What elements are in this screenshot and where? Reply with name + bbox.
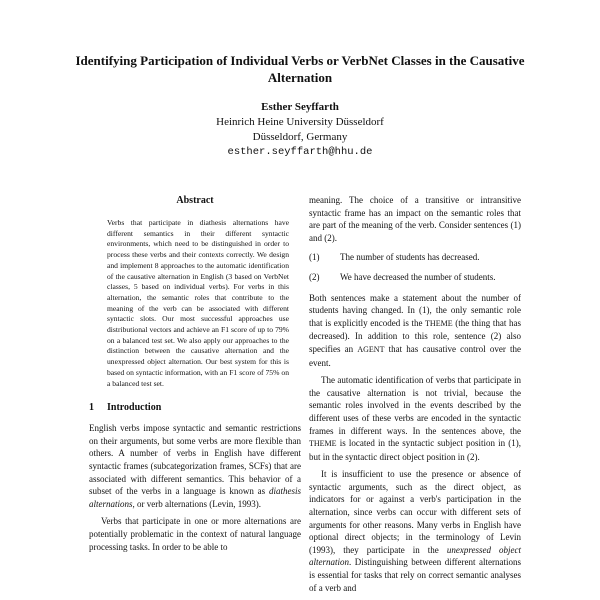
paper-title: Identifying Participation of Individual Verbs or VerbNet Classes in the Causative Alternation bbox=[75, 53, 525, 85]
text-run: is located in the syntactic subject position in (1), but in the syntactic direct object position in (2). bbox=[309, 438, 521, 462]
text-run: (the thing that has decreased). In addition to this role, sentence (2) also specifies an bbox=[309, 317, 521, 354]
abstract-text: Verbs that participate in diathesis alternations have different semantics in their different syntactic environments, which need to be distinguished in order to process these verbs and their contexts correctly. We design and implement 8 approaches to the automatic identification of the causative alternation in English (3 based on VerbNet classes, 5 based on individual verbs). For verbs in this alternation, the semantic roles that contribute to the meaning of the verb can be associated with different syntactic slots. Our most successful approaches use distributional vectors and achieve an F1 score of up to 79% on a balanced test set. We also apply our approaches to the distinction between the causative alternation and the unexpressed object alternation. Our best system for this is based on syntactic information, with an F1 score of 75% on a balanced test set. bbox=[107, 218, 289, 388]
example-number: (1) bbox=[309, 252, 320, 263]
section-title: Introduction bbox=[107, 402, 162, 414]
author-email: esther.seyffarth@hhu.de bbox=[227, 146, 373, 158]
right-paragraph-2 bbox=[309, 292, 521, 370]
example-number: (2) bbox=[309, 271, 320, 282]
right-column bbox=[309, 194, 521, 594]
example-text: The number of students has decreased. bbox=[340, 252, 480, 263]
author-block bbox=[150, 100, 450, 160]
text-run: The automatic identification of verbs that participate in the causative alternation is not trivial, because the semantic roles involved in the events described by the different uses of these verbs are encoded in the syntactic frames in different ways. In the sentences above, the bbox=[309, 375, 521, 436]
role-theme: THEME bbox=[425, 318, 453, 328]
text-run: , or verb alternations (Levin, 1993). bbox=[132, 498, 261, 509]
abstract-heading: Abstract bbox=[176, 195, 214, 206]
author-name: Esther Seyffarth bbox=[261, 101, 339, 113]
right-paragraph-1: meaning. The choice of a transitive or intransitive syntactic frame has an impact on the semantic roles that are part of the meaning of the verb. Consider sentences (1) and (2). bbox=[309, 195, 521, 243]
text-run: . Distinguishing between different alternations is essential for tasks that rely on correct semantic analyses of a verb and bbox=[309, 557, 521, 593]
example-2 bbox=[309, 271, 521, 284]
right-paragraph-3 bbox=[309, 374, 521, 463]
role-agent: AGENT bbox=[357, 344, 385, 354]
intro-paragraph-2: Verbs that participate in one or more alternations are potentially problematic in the context of natural language processing tasks. In order to be able to bbox=[89, 516, 301, 552]
author-affiliation: Heinrich Heine University Düsseldorf bbox=[216, 116, 384, 128]
section-number: 1 bbox=[89, 402, 94, 414]
example-1 bbox=[309, 251, 521, 264]
intro-paragraph-1 bbox=[89, 422, 301, 510]
left-column bbox=[89, 194, 301, 553]
text-run: Both sentences make a statement about the number of students having changed. In (1), the only semantic role that is explicitly encoded is the bbox=[309, 292, 521, 328]
author-location: Düsseldorf, Germany bbox=[252, 131, 348, 143]
role-theme: THEME bbox=[309, 439, 337, 449]
example-text: We have decreased the number of students. bbox=[340, 271, 496, 282]
right-paragraph-4 bbox=[309, 468, 521, 594]
text-run: that has causative control over the event. bbox=[309, 343, 521, 368]
emphasis-diathesis: diathesis alternations bbox=[89, 486, 301, 509]
emphasis-unexpressed-object: unexpressed object alternation bbox=[309, 544, 521, 568]
text-run: It is insufficient to use the presence or absence of syntactic arguments, such as the direct object, as indicators for or against a verb's participation in the alternation, since verbs can occur with different sets of arguments for other reasons. Many verbs in English have optional direct objects; in the terminology of Levin (1993), they participate in the bbox=[309, 469, 521, 555]
text-run: English verbs impose syntactic and semantic restrictions on their arguments, but some verbs are more flexible than others. A number of verbs in English have different syntactic frames (subcategorization frames, SCFs) that are associated with different semantics. This behavior of a subset of the verbs in a language is known as bbox=[89, 423, 301, 497]
section-heading-introduction bbox=[89, 401, 301, 414]
